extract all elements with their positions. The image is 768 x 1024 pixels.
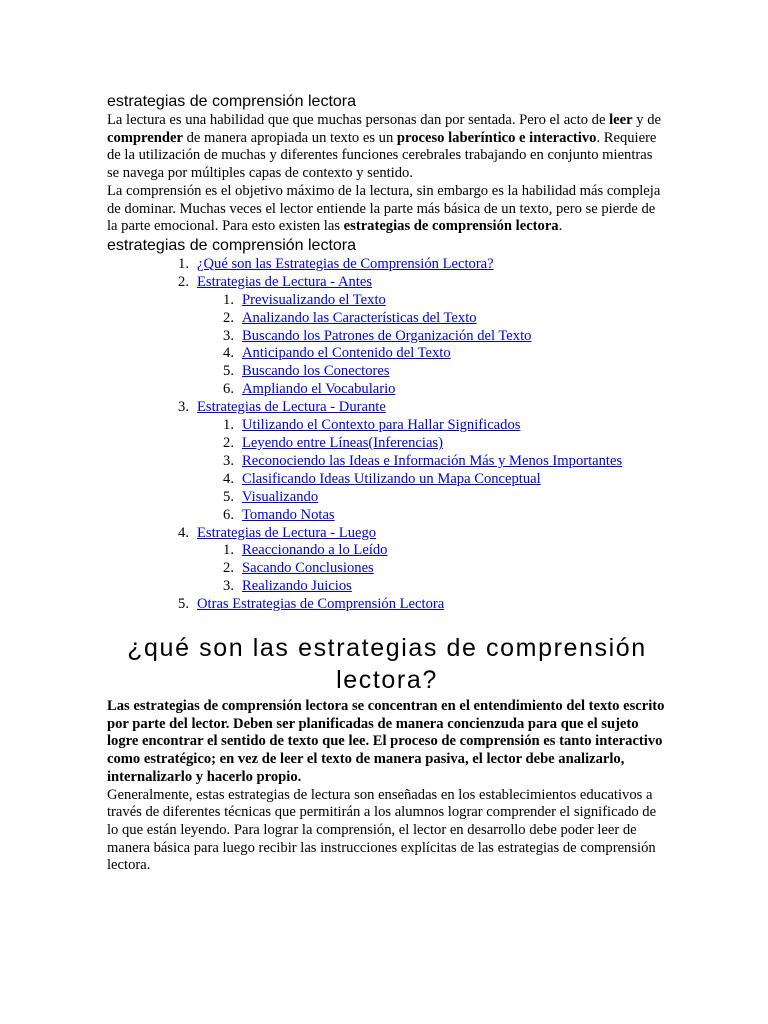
toc-subitem-number: 6. [223,506,234,523]
toc-item [107,525,667,543]
toc-item-number: 1. [178,255,189,272]
document-page [107,92,667,875]
paragraph-text: La comprensión es el objetivo máximo de la lectura, sin embargo es la habilidad más compleja de dominar. Muchas veces el lector entiende la parte más básica de un texto, pero se pierde de la parte emocional. Para esto existen las [107,182,661,235]
toc-subitem [107,560,667,578]
toc-subitem [107,417,667,435]
toc-subitem-number: 5. [223,488,234,505]
toc-subitem [107,489,667,507]
toc-sublink[interactable]: Tomando Notas [242,506,335,523]
toc-subitem-number: 1. [223,417,234,434]
toc-item-number: 4. [178,524,189,541]
toc-item [107,596,667,614]
toc-sublink[interactable]: Ampliando el Vocabulario [242,381,396,398]
toc-sublink[interactable]: Previsualizando el Texto [242,291,386,308]
section-heading: estrategias de comprensión lectora [107,93,357,110]
toc-subitem-number: 2. [223,309,234,326]
toc-subitem [107,453,667,471]
toc-subitem [107,471,667,489]
toc-sublink[interactable]: Clasificando Ideas Utilizando un Mapa Conceptual [242,470,541,487]
toc-subitem-number: 6. [223,381,234,398]
toc-subitem [107,292,667,310]
toc-subitem [107,578,667,596]
toc-sublink[interactable]: Leyendo entre Líneas(Inferencias) [242,434,443,451]
toc-subitem [107,310,667,328]
toc-link[interactable]: Estrategias de Lectura - Luego [197,524,377,541]
body-paragraph: Generalmente, estas estrategias de lectura son enseñadas en los establecimientos educativos a través de diferentes técnicas que permitirán a los alumnos lograr comprender el significado de lo que están leyendo. Para lograr la comprensión, el lector en desarrollo debe poder leer de manera básica para luego recibir las instrucciones explícitas de las estrategias de comprensión lectora. [107,786,657,874]
toc-heading: estrategias de comprensión lectora [107,236,357,254]
toc-sublink[interactable]: Anticipando el Contenido del Texto [242,345,451,362]
intro-paragraph-1 [107,112,667,183]
table-of-contents [107,256,667,614]
toc-subitem-number: 3. [223,452,234,469]
toc-sublink[interactable]: Analizando las Características del Texto [242,309,477,326]
toc-subitem [107,328,667,346]
toc-link[interactable]: Otras Estrategias de Comprensión Lectora [197,596,445,613]
toc-subitem-number: 4. [223,470,234,487]
toc-item [107,256,667,274]
toc-subitem-number: 3. [223,327,234,344]
toc-subitem-number: 4. [223,345,234,362]
emphasis-text: proceso laberíntico e interactivo [396,129,597,146]
paragraph-text: y de [632,112,661,128]
toc-subitem [107,345,667,363]
paragraph-text: . [558,218,563,235]
definition-paragraph [107,698,667,787]
toc-item-number: 3. [178,399,189,416]
toc-sublink[interactable]: Visualizando [242,488,319,505]
toc-sublink[interactable]: Sacando Conclusiones [242,560,374,577]
toc-sublink[interactable]: Reconociendo las Ideas e Información Más y Menos Importantes [242,452,623,469]
page-title: ¿qué son las estrategias de comprensión lectora? [127,634,647,695]
toc-sublink[interactable]: Utilizando el Contexto para Hallar Significados [242,417,521,434]
toc-sublink[interactable]: Realizando Juicios [242,578,352,595]
toc-subitem [107,542,667,560]
toc-sublink[interactable]: Buscando los Patrones de Organización del Texto [242,327,532,344]
toc-sublink[interactable]: Reaccionando a lo Leído [242,542,388,559]
toc-subitem-number: 3. [223,578,234,595]
emphasis-text: estrategias de comprensión lectora [343,218,559,235]
emphasis-text: leer [609,112,633,128]
toc-item-number: 5. [178,596,189,613]
toc-subitem-number: 1. [223,542,234,559]
toc-item-number: 2. [178,273,189,290]
paragraph-text: de manera apropiada un texto es un [182,129,397,146]
toc-subitem [107,507,667,525]
toc-subitem [107,435,667,453]
emphasis-text: comprender [107,129,183,146]
toc-subitem-number: 2. [223,560,234,577]
paragraph-text: La lectura es una habilidad que que muchas personas dan por sentada. Pero el acto de [107,112,610,128]
toc-subitem-number: 1. [223,291,234,308]
toc-item [107,399,667,417]
definition-text: Las estrategias de comprensión lectora se concentran en el entendimiento del texto escrito por parte del lector. Deben ser planificadas de manera concienzuda para que el sujeto logre encontrar el sentido de texto que lee. El proceso de comprensión es tanto interactivo como estratégico; en vez de leer el texto de manera pasiva, el lector debe analizarlo, internalizarlo y hacerlo propio. [107,698,665,785]
toc-subitem [107,363,667,381]
toc-item [107,274,667,292]
toc-subitem [107,381,667,399]
toc-subitem-number: 2. [223,434,234,451]
toc-link[interactable]: Estrategias de Lectura - Durante [197,399,386,416]
intro-paragraph-2 [107,183,667,236]
toc-link[interactable]: Estrategias de Lectura - Antes [197,273,373,290]
paragraph-text: . Requiere de la utilización de muchas y diferentes funciones cerebrales trabajando en conjunto mientras se navega por múltiples capas de contexto y sentido. [107,129,657,182]
toc-link[interactable]: ¿Qué son las Estrategias de Comprensión Lectora? [197,255,494,272]
toc-subitem-number: 5. [223,363,234,380]
toc-sublink[interactable]: Buscando los Conectores [242,363,390,380]
